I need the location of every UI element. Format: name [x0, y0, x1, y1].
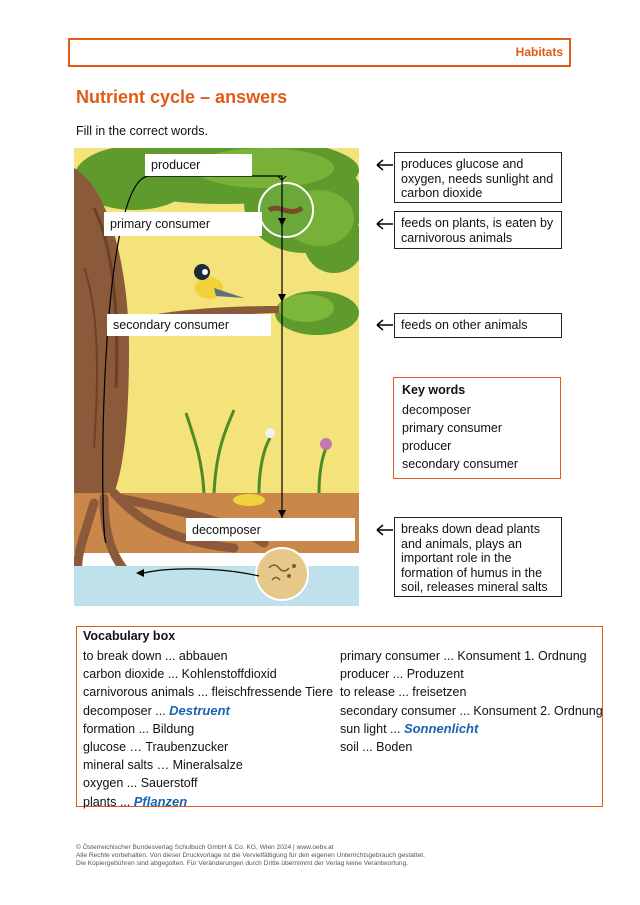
key-word: secondary consumer	[402, 457, 519, 471]
desc-producer: produces glucose and oxygen, needs sunlight and carbon dioxide	[394, 152, 562, 203]
footer-line: Alle Rechte vorbehalten. Von dieser Druckvorlage ist die Vervielfältigung für den eigenen Unterrichtsgebrauch gestattet.	[76, 852, 425, 859]
vocab-answer: Pflanzen	[133, 793, 188, 809]
arrow-secondary	[375, 319, 395, 331]
footer-line: Die Kopiergebühren sind abgegolten. Für Veränderungen durch Dritte übernimmt der Verlag keine Verantwortung.	[76, 860, 409, 867]
footer	[76, 844, 425, 868]
desc-secondary-consumer: feeds on other animals	[394, 313, 562, 338]
vocab-entry: producer ... Produzent	[340, 667, 464, 682]
page-title: Nutrient cycle – answers	[76, 87, 288, 107]
arrow-producer	[375, 159, 395, 171]
vocab-entry: sun light ... Sonnenlicht	[340, 720, 479, 736]
vocab-entry: glucose … Traubenzucker	[83, 739, 229, 754]
vocab-entry: secondary consumer ... Konsument 2. Ordnung	[340, 703, 603, 718]
vocab-entry: formation ... Bildung	[83, 721, 195, 736]
key-word: primary consumer	[402, 421, 503, 435]
vocab-entry: oxygen ... Sauerstoff	[83, 776, 198, 791]
vocab-entry: plants ... Pflanzen	[83, 793, 188, 809]
vocab-entry: carbon dioxide ... Kohlenstoffdioxid	[83, 667, 277, 682]
vocabulary-title: Vocabulary box	[83, 629, 176, 643]
header-label: Habitats	[515, 45, 563, 59]
key-word: producer	[402, 439, 452, 453]
footer-line: © Österreichischer Bundesverlag Schulbuch GmbH & Co. KG, Wien 2024 | www.oebv.at	[76, 844, 334, 851]
vocab-answer: Destruent	[169, 702, 230, 718]
arrow-decomposer	[375, 524, 395, 536]
vocab-entry: primary consumer ... Konsument 1. Ordnung	[340, 649, 587, 663]
vocab-entry: decomposer ... Destruent	[83, 702, 230, 718]
vocab-column-left	[83, 647, 333, 811]
desc-primary-consumer: feeds on plants, is eaten by carnivorous animals	[394, 211, 562, 249]
vocab-answer: Sonnenlicht	[403, 720, 479, 736]
vocab-entry: carnivorous animals ... fleischfressende Tiere	[83, 685, 334, 700]
label-primary-consumer: primary consumer	[104, 212, 262, 236]
desc-decomposer: breaks down dead plants and animals, plays an important role in the formation of humus in the soil, releases mineral salts	[394, 517, 562, 597]
vocabulary-box	[76, 626, 603, 807]
vocab-entry: to release ... freisetzen	[340, 685, 467, 700]
label-secondary-consumer: secondary consumer	[107, 314, 271, 336]
key-word: decomposer	[402, 403, 471, 417]
header-bar	[68, 38, 571, 67]
vocab-entry: soil ... Boden	[340, 739, 413, 754]
arrow-primary	[375, 218, 395, 230]
instruction: Fill in the correct words.	[76, 124, 208, 138]
label-decomposer: decomposer	[186, 518, 355, 541]
key-words-title: Key words	[402, 383, 466, 397]
key-words-box	[393, 377, 561, 479]
vocab-entry: to break down ... abbauen	[83, 649, 228, 663]
label-producer: producer	[145, 154, 252, 176]
vocab-column-right	[340, 647, 603, 756]
vocab-entry: mineral salts … Mineralsalze	[83, 758, 243, 773]
